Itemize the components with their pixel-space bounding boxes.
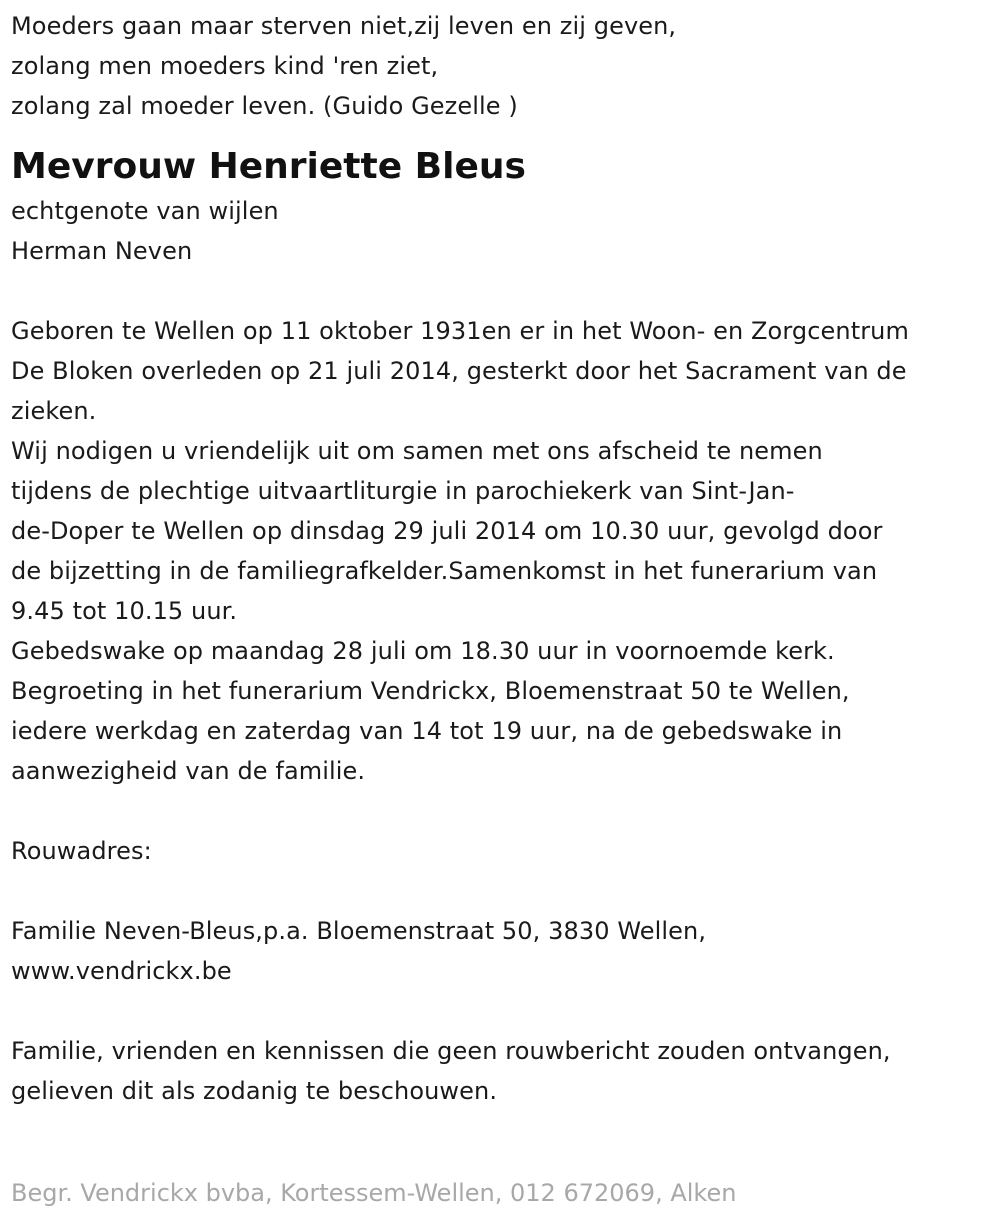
body-line: de bijzetting in de familiegrafkelder.Samenkomst in het funerarium van: [11, 557, 878, 585]
body-line: de-Doper te Wellen op dinsdag 29 juli 2014 om 10.30 uur, gevolgd door: [11, 517, 883, 545]
poem-line: zolang zal moeder leven. (Guido Gezelle ): [11, 92, 518, 120]
rouwadres-label: Rouwadres:: [11, 837, 152, 865]
spacer: [11, 991, 991, 1031]
body-line: 9.45 tot 10.15 uur.: [11, 597, 238, 625]
website-text: www.vendrickx.be: [11, 957, 232, 985]
body-line: De Bloken overleden op 21 juli 2014, gesterkt door het Sacrament van de: [11, 357, 907, 385]
obituary-notice: [11, 6, 991, 1111]
spacer: [11, 871, 991, 911]
body-line: iedere werkdag en zaterdag van 14 tot 19 uur, na de gebedswake in: [11, 717, 843, 745]
spacer: [11, 791, 991, 831]
body-line: Geboren te Wellen op 11 oktober 1931en er in het Woon- en Zorgcentrum: [11, 317, 909, 345]
announcement-body: [11, 311, 991, 791]
body-line: tijdens de plechtige uitvaartliturgie in parochiekerk van Sint-Jan-: [11, 477, 795, 505]
closing-line: Familie, vrienden en kennissen die geen rouwbericht zouden ontvangen,: [11, 1037, 891, 1065]
body-line: Wij nodigen u vriendelijk uit om samen met ons afscheid te nemen: [11, 437, 823, 465]
poem-quote: [11, 6, 991, 126]
body-line: Gebedswake op maandag 28 juli om 18.30 uur in voornoemde kerk.: [11, 637, 835, 665]
closing-line: gelieven dit als zodanig te beschouwen.: [11, 1077, 498, 1105]
deceased-name: Mevrouw Henriette Bleus: [11, 146, 526, 187]
spacer: [11, 271, 991, 311]
spouse-name: Herman Neven: [11, 237, 193, 265]
funeral-home-footer: Begr. Vendrickx bvba, Kortessem-Wellen, 012 672069, Alken: [11, 1179, 737, 1207]
body-line: aanwezigheid van de familie.: [11, 757, 366, 785]
poem-line: Moeders gaan maar sterven niet,zij leven en zij geven,: [11, 12, 677, 40]
body-line: Begroeting in het funerarium Vendrickx, Bloemenstraat 50 te Wellen,: [11, 677, 850, 705]
rouwadres-address: Familie Neven-Bleus,p.a. Bloemenstraat 50, 3830 Wellen,: [11, 917, 707, 945]
relation-text: echtgenote van wijlen: [11, 197, 279, 225]
poem-line: zolang men moeders kind 'ren ziet,: [11, 52, 439, 80]
body-line: zieken.: [11, 397, 97, 425]
